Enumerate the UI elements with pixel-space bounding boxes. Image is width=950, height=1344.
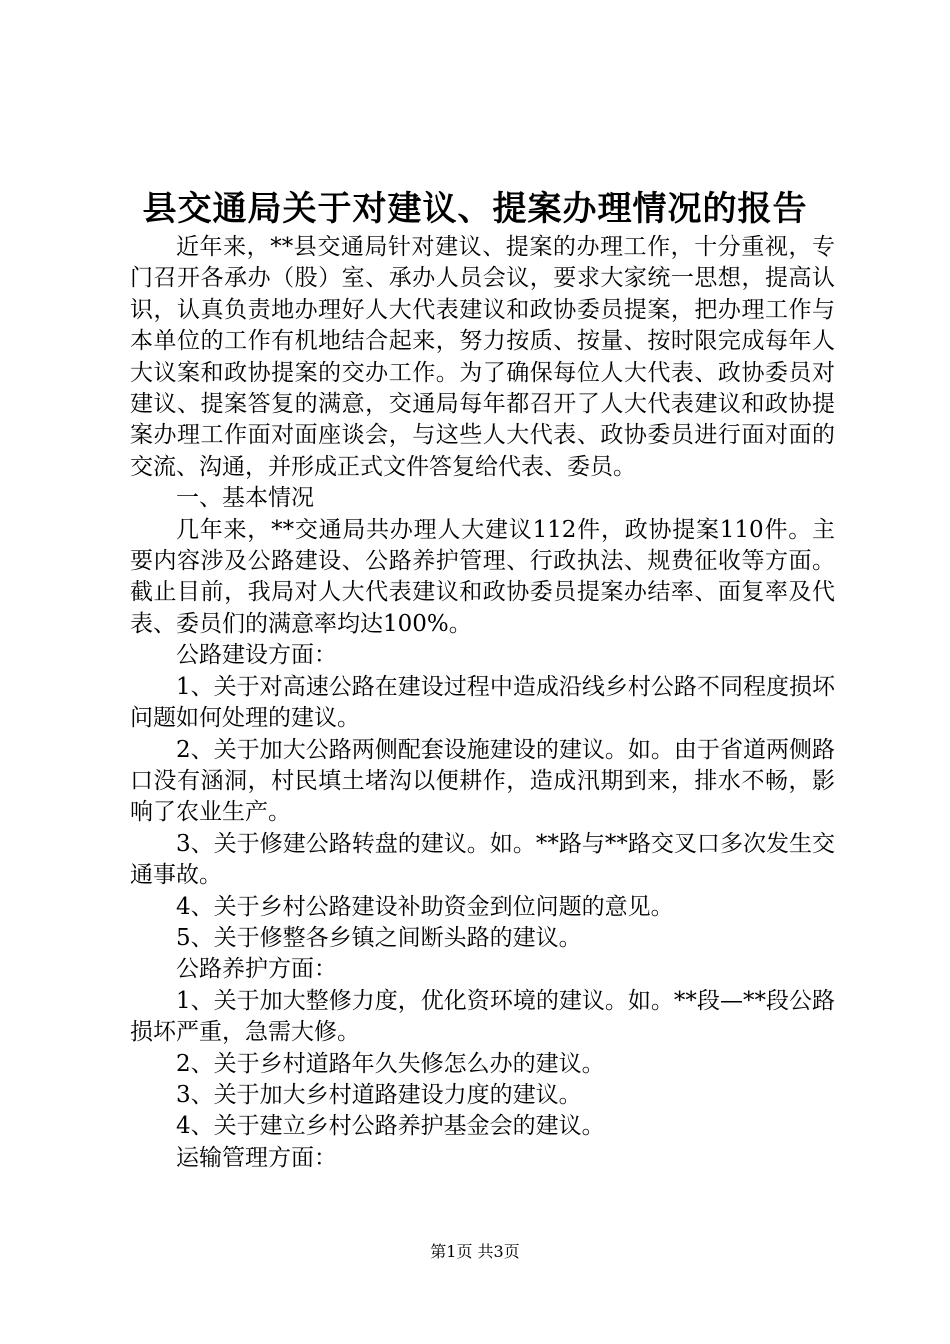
- page-number-footer: 第1页 共3页: [430, 1242, 520, 1261]
- section-heading-basic-situation: 一、基本情况: [176, 485, 314, 512]
- list-item: 1、关于对高速公路在建设过程中造成沿线乡村公路不同程度损坏问题如何处理的建议。: [130, 673, 835, 732]
- paragraph-basic-situation: 几年来，**交通局共办理人大建议112件，政协提案110件。主要内容涉及公路建设、公路养护管理、行政执法、规费征收等方面。截止目前，我局对人大代表建议和政协委员提案办结率、面复率及代表、委员们的满意率均达100%。: [130, 516, 835, 637]
- subheading-road-construction: 公路建设方面：: [176, 642, 337, 669]
- list-item: 1、关于加大整修力度，优化资环境的建议。如。**段—**段公路损坏严重，急需大修。: [130, 987, 835, 1046]
- document-body: [130, 232, 835, 1174]
- subheading-road-maintenance: 公路养护方面：: [176, 956, 337, 983]
- list-item: 2、关于乡村道路年久失修怎么办的建议。: [176, 1050, 605, 1077]
- document-title: 县交通局关于对建议、提案办理情况的报告: [142, 189, 808, 229]
- paragraph-intro: 近年来，**县交通局针对建议、提案的办理工作，十分重视，专门召开各承办（股）室、承办人员会议，要求大家统一思想，提高认识，认真负责地办理好人大代表建议和政协委员提案，把办理工作与本单位的工作有机地结合起来，努力按质、按量、按时限完成每年人大议案和政协提案的交办工作。为了确保每位人大代表、政协委员对建议、提案答复的满意，交通局每年都召开了人大代表建议和政协提案办理工作面对面座谈会，与这些人大代表、政协委员进行面对面的交流、沟通，并形成正式文件答复给代表、委员。: [130, 234, 835, 480]
- list-item: 5、关于修整各乡镇之间断头路的建议。: [176, 924, 582, 951]
- list-item: 3、关于加大乡村道路建设力度的建议。: [176, 1081, 582, 1108]
- list-item: 3、关于修建公路转盘的建议。如。**路与**路交叉口多次发生交通事故。: [130, 830, 835, 889]
- list-item: 4、关于建立乡村公路养护基金会的建议。: [176, 1113, 605, 1140]
- list-item: 2、关于加大公路两侧配套设施建设的建议。如。由于省道两侧路口没有涵洞，村民填土堵沟以便耕作，造成汛期到来，排水不畅，影响了农业生产。: [130, 736, 835, 826]
- list-item: 4、关于乡村公路建设补助资金到位问题的意见。: [176, 893, 674, 920]
- subheading-transport-management: 运输管理方面：: [176, 1144, 337, 1171]
